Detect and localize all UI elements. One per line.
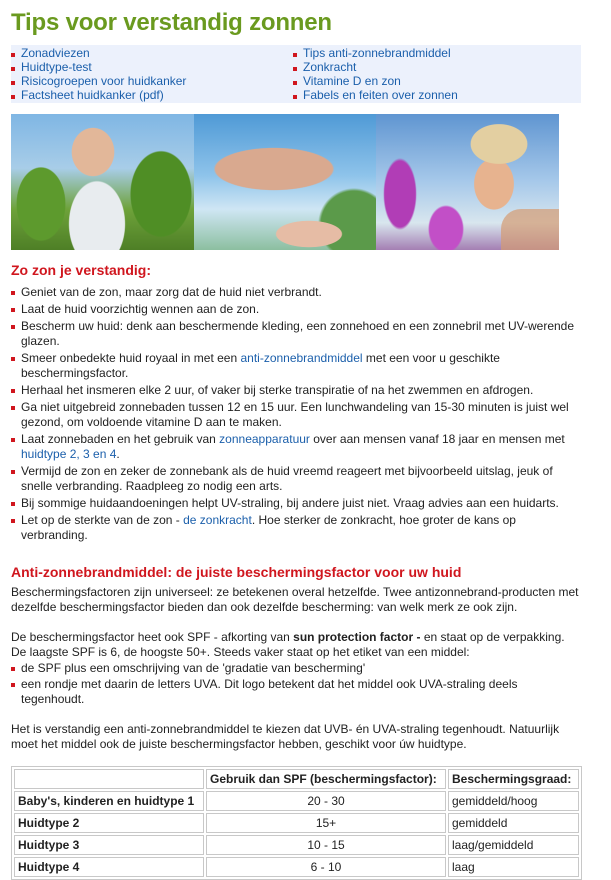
list-item: Bescherm uw huid: denk aan beschermende kleding, een zonnehoed en een zonnebril met UV-werende glazen. bbox=[11, 319, 583, 349]
text-bold: sun protection factor - bbox=[293, 630, 421, 644]
list-item: Laat de huid voorzichtig wennen aan de zon. bbox=[11, 302, 583, 317]
bullet-icon bbox=[11, 67, 15, 71]
table-cell: gemiddeld bbox=[448, 813, 579, 833]
nav-link-factsheet[interactable]: Factsheet huidkanker (pdf) bbox=[21, 87, 164, 102]
list-item: Geniet van de zon, maar zorg dat de huid niet verbrandt. bbox=[11, 285, 583, 300]
nav-link-risicogroepen[interactable]: Risicogroepen voor huidkanker bbox=[21, 73, 187, 88]
list-item bbox=[11, 351, 583, 381]
text: Smeer onbedekte huid royaal in met een bbox=[21, 351, 241, 365]
nav-item-vitamine-d bbox=[293, 74, 575, 88]
table-header bbox=[14, 769, 204, 789]
nav-item-tips-anti-zonnebrand bbox=[293, 46, 575, 60]
bullet-icon bbox=[293, 53, 297, 57]
photo-woman-sunhat-flowers bbox=[376, 114, 559, 250]
list-item: Bij sommige huidaandoeningen helpt UV-straling, bij andere juist niet. Vraag advies aan een huidarts. bbox=[11, 496, 583, 511]
nav-item-zonadviezen bbox=[11, 46, 293, 60]
table-header-row bbox=[14, 769, 579, 789]
table-cell: Huidtype 3 bbox=[14, 835, 204, 855]
nav-link-fabels[interactable]: Fabels en feiten over zonnen bbox=[303, 87, 458, 102]
list-item: Herhaal het insmeren elke 2 uur, of vaker bij sterke transpiratie of na het zwemmen en afdrogen. bbox=[11, 383, 583, 398]
nav-item-factsheet bbox=[11, 88, 293, 102]
nav-item-risicogroepen bbox=[11, 74, 293, 88]
nav-column-right bbox=[293, 46, 575, 103]
link-huidtype-2-3-4[interactable]: huidtype 2, 3 en 4 bbox=[21, 447, 117, 461]
section-heading-zo-zon: Zo zon je verstandig: bbox=[11, 262, 152, 278]
table-cell: 15+ bbox=[206, 813, 446, 833]
table-cell: Baby's, kinderen en huidtype 1 bbox=[14, 791, 204, 811]
nav-item-fabels bbox=[293, 88, 575, 102]
photo-woman-applying-sunscreen bbox=[11, 114, 194, 250]
list-item: een rondje met daarin de letters UVA. Dit logo betekent dat het middel ook UVA-straling deels tegenhoudt. bbox=[11, 677, 583, 707]
bullet-icon bbox=[293, 67, 297, 71]
paragraph-uvb-uva: Het is verstandig een anti-zonnebrandmiddel te kiezen dat UVB- én UVA-straling tegenhoudt. Natuurlijk moet het middel ook de juiste beschermingsfactor hebben, geschikt voor úw huidtype. bbox=[11, 722, 560, 751]
text: . bbox=[116, 447, 120, 461]
table-row bbox=[14, 813, 579, 833]
text: De beschermingsfactor heet ook SPF - afkorting van bbox=[11, 630, 294, 644]
list-item: Vermijd de zon en zeker de zonnebank als de huid vreemd reageert met bijvoorbeeld uitslag, jeuk of snelle verbranding. Raadpleeg zo nodig een arts. bbox=[11, 464, 583, 494]
text: met een voor u geschikte beschermingsfactor. bbox=[21, 351, 500, 380]
table-cell: gemiddeld/hoog bbox=[448, 791, 579, 811]
text: Laat zonnebaden en het gebruik van bbox=[21, 432, 220, 446]
related-links-nav bbox=[11, 45, 581, 103]
photo-hands-sunscreen-bottle bbox=[194, 114, 377, 250]
table-row bbox=[14, 857, 579, 877]
bullet-icon bbox=[11, 53, 15, 57]
nav-link-vitamine-d[interactable]: Vitamine D en zon bbox=[303, 73, 401, 88]
photo-banner bbox=[11, 114, 559, 250]
list-item bbox=[11, 513, 583, 543]
table-header: Beschermingsgraad: bbox=[448, 769, 579, 789]
nav-link-huidtype-test[interactable]: Huidtype-test bbox=[21, 59, 92, 74]
nav-link-tips-anti-zonnebrand[interactable]: Tips anti-zonnebrandmiddel bbox=[303, 45, 451, 60]
nav-column-left bbox=[11, 46, 293, 103]
paragraph-spf bbox=[11, 630, 583, 660]
label-info-list bbox=[11, 661, 583, 707]
bullet-icon bbox=[11, 95, 15, 99]
text: Let op de sterkte van de zon - bbox=[21, 513, 184, 527]
table-row bbox=[14, 835, 579, 855]
text: over aan mensen vanaf 18 jaar en mensen met bbox=[309, 432, 565, 446]
list-item: de SPF plus een omschrijving van de 'gradatie van bescherming' bbox=[11, 661, 583, 676]
spf-table bbox=[11, 766, 582, 880]
bullet-icon bbox=[11, 81, 15, 85]
link-zonneapparatuur[interactable]: zonneapparatuur bbox=[219, 432, 310, 446]
nav-link-zonadviezen[interactable]: Zonadviezen bbox=[21, 45, 90, 60]
page-title: Tips voor verstandig zonnen bbox=[11, 9, 332, 36]
table-cell: Huidtype 4 bbox=[14, 857, 204, 877]
nav-item-zonkracht bbox=[293, 60, 575, 74]
section-heading-anti-zonnebrand: Anti-zonnebrandmiddel: de juiste beschermingsfactor voor uw huid bbox=[11, 564, 462, 580]
bullet-icon bbox=[293, 95, 297, 99]
nav-item-huidtype-test bbox=[11, 60, 293, 74]
nav-link-zonkracht[interactable]: Zonkracht bbox=[303, 59, 357, 74]
table-cell: 20 - 30 bbox=[206, 791, 446, 811]
table-cell: Huidtype 2 bbox=[14, 813, 204, 833]
text: . Hoe sterker de zonkracht, hoe groter de kans op verbranding. bbox=[21, 513, 516, 542]
table-cell: laag/gemiddeld bbox=[448, 835, 579, 855]
table-cell: 6 - 10 bbox=[206, 857, 446, 877]
list-item bbox=[11, 432, 583, 462]
bullet-icon bbox=[293, 81, 297, 85]
page-content bbox=[11, 0, 583, 880]
table-cell: laag bbox=[448, 857, 579, 877]
table-row bbox=[14, 791, 579, 811]
list-item: Ga niet uitgebreid zonnebaden tussen 12 en 15 uur. Een lunchwandeling van 15-30 minuten is juist wel gezond, om voldoende vitamine D aan te maken. bbox=[11, 400, 583, 430]
tips-list bbox=[11, 285, 583, 543]
text: en staat op de verpakking. De laagste SPF is 6, de hoogste 50+. Steeds vaker staat op het etiket van een middel: bbox=[11, 630, 565, 659]
table-header: Gebruik dan SPF (beschermingsfactor): bbox=[206, 769, 446, 789]
table-cell: 10 - 15 bbox=[206, 835, 446, 855]
link-anti-zonnebrandmiddel[interactable]: anti-zonnebrandmiddel bbox=[240, 351, 363, 365]
link-de-zonkracht[interactable]: de zonkracht bbox=[183, 513, 252, 527]
paragraph-universal-factors: Beschermingsfactoren zijn universeel: ze betekenen overal hetzelfde. Twee antizonnebrand-producten met dezelfde beschermingsfactor bieden dan ook dezelfde bescherming: van welk merk ze ook zijn. bbox=[11, 585, 579, 614]
